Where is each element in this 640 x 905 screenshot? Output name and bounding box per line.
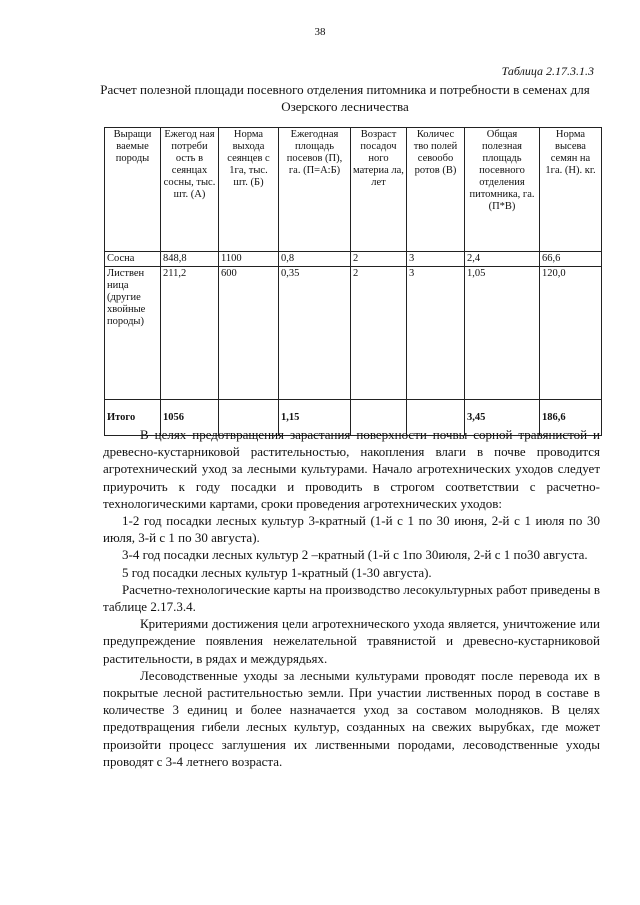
table-cell: 1,05 — [465, 267, 540, 400]
seedling-table — [104, 127, 602, 436]
header-cell: Количес тво полей севообо ротов (В) — [407, 128, 465, 252]
table-cell: Листвен ница (другие хвойные породы) — [105, 267, 161, 400]
table-row — [105, 252, 602, 267]
table-cell: 0,8 — [279, 252, 351, 267]
header-cell: Возраст посадоч ного материа ла, лет — [351, 128, 407, 252]
table-label: Таблица 2.17.3.1.3 — [501, 64, 594, 78]
table-cell: 3 — [407, 267, 465, 400]
table-cell: 3 — [407, 252, 465, 267]
table-cell: 2 — [351, 267, 407, 400]
header-cell: Ежегодная площадь посевов (П), га. (П=А:Б) — [279, 128, 351, 252]
paragraph: Лесоводственные уходы за лесными культурами проводят после перевода их в покрытые лесной растительностью земли. При участии лиственных пород в составе в количестве 3 единиц и более назначается уход за составом молодняков. В целях предотвращения гибели лесных культур, созданных на свежих вырубках, где может произойти процесс заглушения их лиственными породами, лесоводственные уходы проводят с 3-4 летнего возраста. — [103, 667, 600, 769]
table-header-row — [105, 128, 602, 252]
table-cell: 66,6 — [540, 252, 602, 267]
table-cell: 2,4 — [465, 252, 540, 267]
total-label: Итого — [105, 400, 161, 436]
table-cell: 1100 — [219, 252, 279, 267]
paragraph: 1-2 год посадки лесных культур 3-кратный (1-й с 1 по 30 июня, 2-й с 1 июля по 30 июля, 3-й с 1 по 30 августа). — [103, 513, 600, 546]
table-row — [105, 267, 602, 400]
table-cell: Сосна — [105, 252, 161, 267]
header-cell: Ежегод ная потреби ость в сеянцах сосны, тыс. шт. (А) — [161, 128, 219, 252]
total-cell: 186,6 — [540, 400, 602, 436]
table-cell: 0,35 — [279, 267, 351, 400]
total-cell: 1,15 — [279, 400, 351, 436]
table-cell: 211,2 — [161, 267, 219, 400]
header-cell: Выращи ваемые породы — [105, 128, 161, 252]
table-cell: 600 — [219, 267, 279, 400]
table-cell: 120,0 — [540, 267, 602, 400]
table-title: Расчет полезной площади посевного отделения питомника и потребности в семенах для Озерского лесничества — [100, 82, 590, 114]
page-number: 38 — [314, 26, 326, 38]
total-cell: 1056 — [161, 400, 219, 436]
paragraph: 5 год посадки лесных культур 1-кратный (1-30 августа). — [122, 564, 432, 580]
header-cell: Норма выхода сеянцев с 1га, тыс. шт. (Б) — [219, 128, 279, 252]
paragraph: В целях предотвращения зарастания поверхности почвы сорной травянистой и древесно-кустарниковой растительностью, накопления влаги в почве проводится агротехнический уход за лесными культурами. Начало агротехнических уходов следует приурочить к году посадки и проводить в строгом соответствии с расчетно-технологическими картами, сроки проведения агротехнических уходов: — [103, 427, 600, 511]
header-cell: Общая полезная площадь посевного отделения питомника, га. (П*В) — [465, 128, 540, 252]
body-text — [103, 426, 600, 770]
table-cell: 848,8 — [161, 252, 219, 267]
header-cell: Норма высева семян на 1га. (Н). кг. — [540, 128, 602, 252]
paragraph: Критериями достижения цели агротехнического ухода является, уничтожение или предупреждение появления нежелательной травянистой и древесно-кустарниковой растительности, в рядах и междурядьях. — [103, 616, 600, 666]
paragraph: Расчетно-технологические карты на производство лесокультурных работ приведены в таблице 2.17.3.4. — [103, 581, 600, 615]
paragraph: 3-4 год посадки лесных культур 2 –кратный (1-й с 1по 30июля, 2-й с 1 по30 августа. — [122, 547, 588, 563]
table-cell: 2 — [351, 252, 407, 267]
total-cell: 3,45 — [465, 400, 540, 436]
